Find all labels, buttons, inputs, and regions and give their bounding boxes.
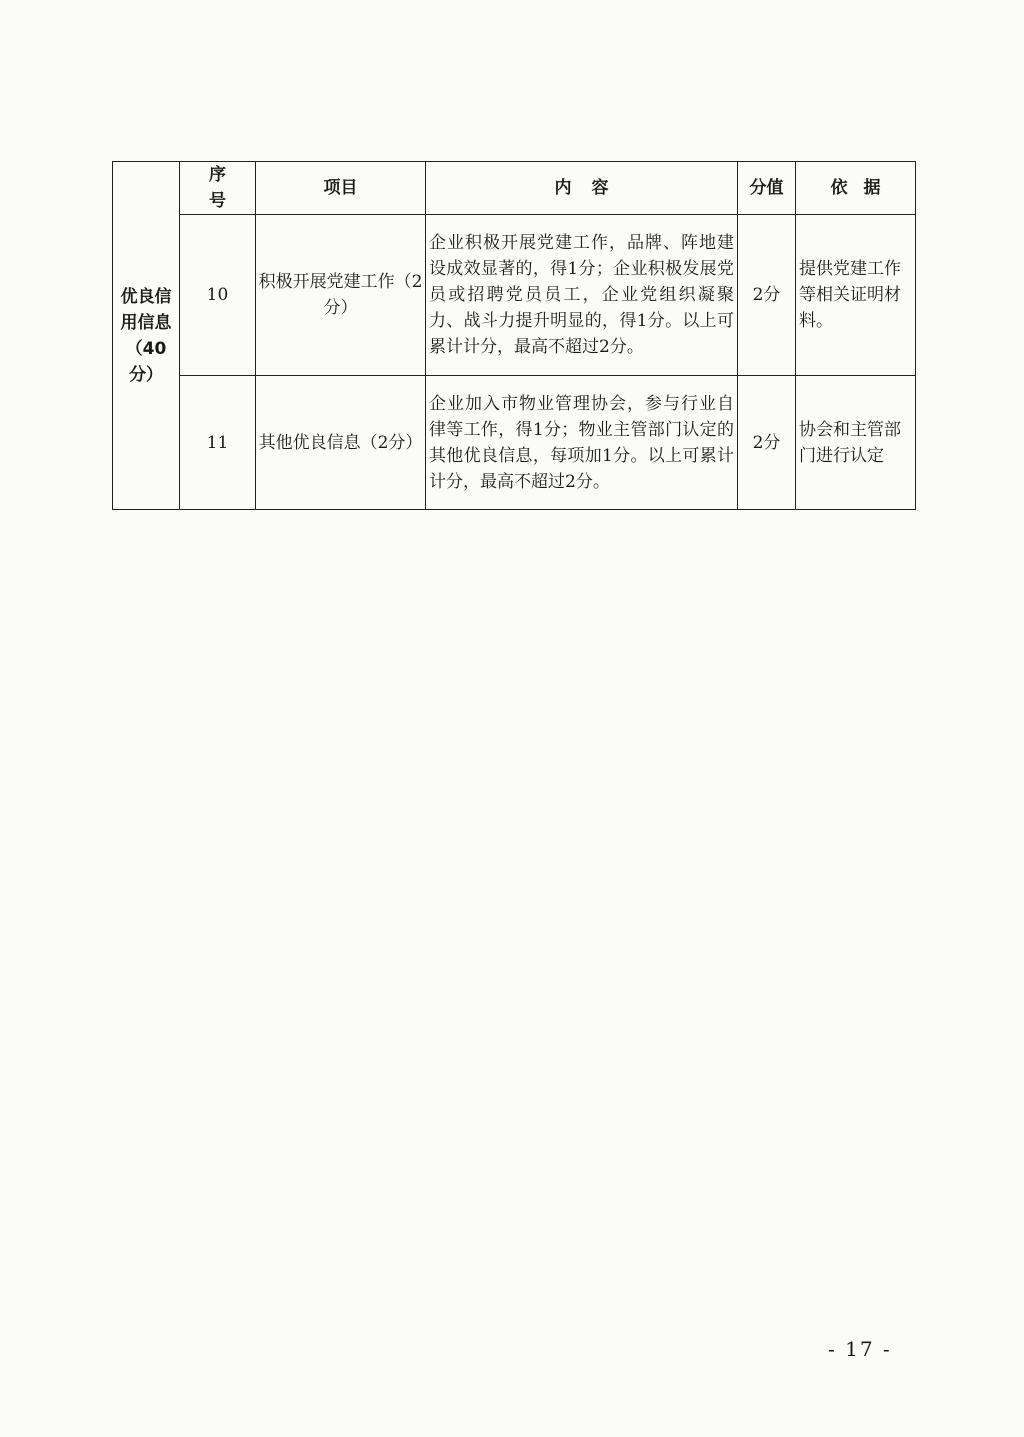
row-no: 10 xyxy=(180,215,256,376)
header-content: 内容 xyxy=(426,162,738,215)
category-cell: 优良信用信息（40分） xyxy=(113,162,180,510)
row-score: 2分 xyxy=(738,215,796,376)
row-basis: 提供党建工作等相关证明材料。 xyxy=(796,215,916,376)
header-score: 分值 xyxy=(738,162,796,215)
table-header-row xyxy=(113,162,916,215)
row-item: 其他优良信息（2分） xyxy=(256,376,426,510)
row-content: 企业加入市物业管理协会，参与行业自律等工作，得1分；物业主管部门认定的其他优良信息，每项加1分。以上可累计计分，最高不超过2分。 xyxy=(426,376,738,510)
row-score: 2分 xyxy=(738,376,796,510)
row-no: 11 xyxy=(180,376,256,510)
row-content: 企业积极开展党建工作，品牌、阵地建设成效显著的，得1分；企业积极发展党员或招聘党员员工，企业党组织凝聚力、战斗力提升明显的，得1分。以上可累计计分，最高不超过2分。 xyxy=(426,215,738,376)
header-basis: 依据 xyxy=(796,162,916,215)
header-no: 序号 xyxy=(180,162,256,215)
row-item: 积极开展党建工作（2分） xyxy=(256,215,426,376)
page-number: - 17 - xyxy=(828,1337,892,1361)
table-row xyxy=(113,215,916,376)
header-item: 项目 xyxy=(256,162,426,215)
row-basis: 协会和主管部门进行认定 xyxy=(796,376,916,510)
credit-score-table xyxy=(112,161,916,510)
table-row xyxy=(113,376,916,510)
